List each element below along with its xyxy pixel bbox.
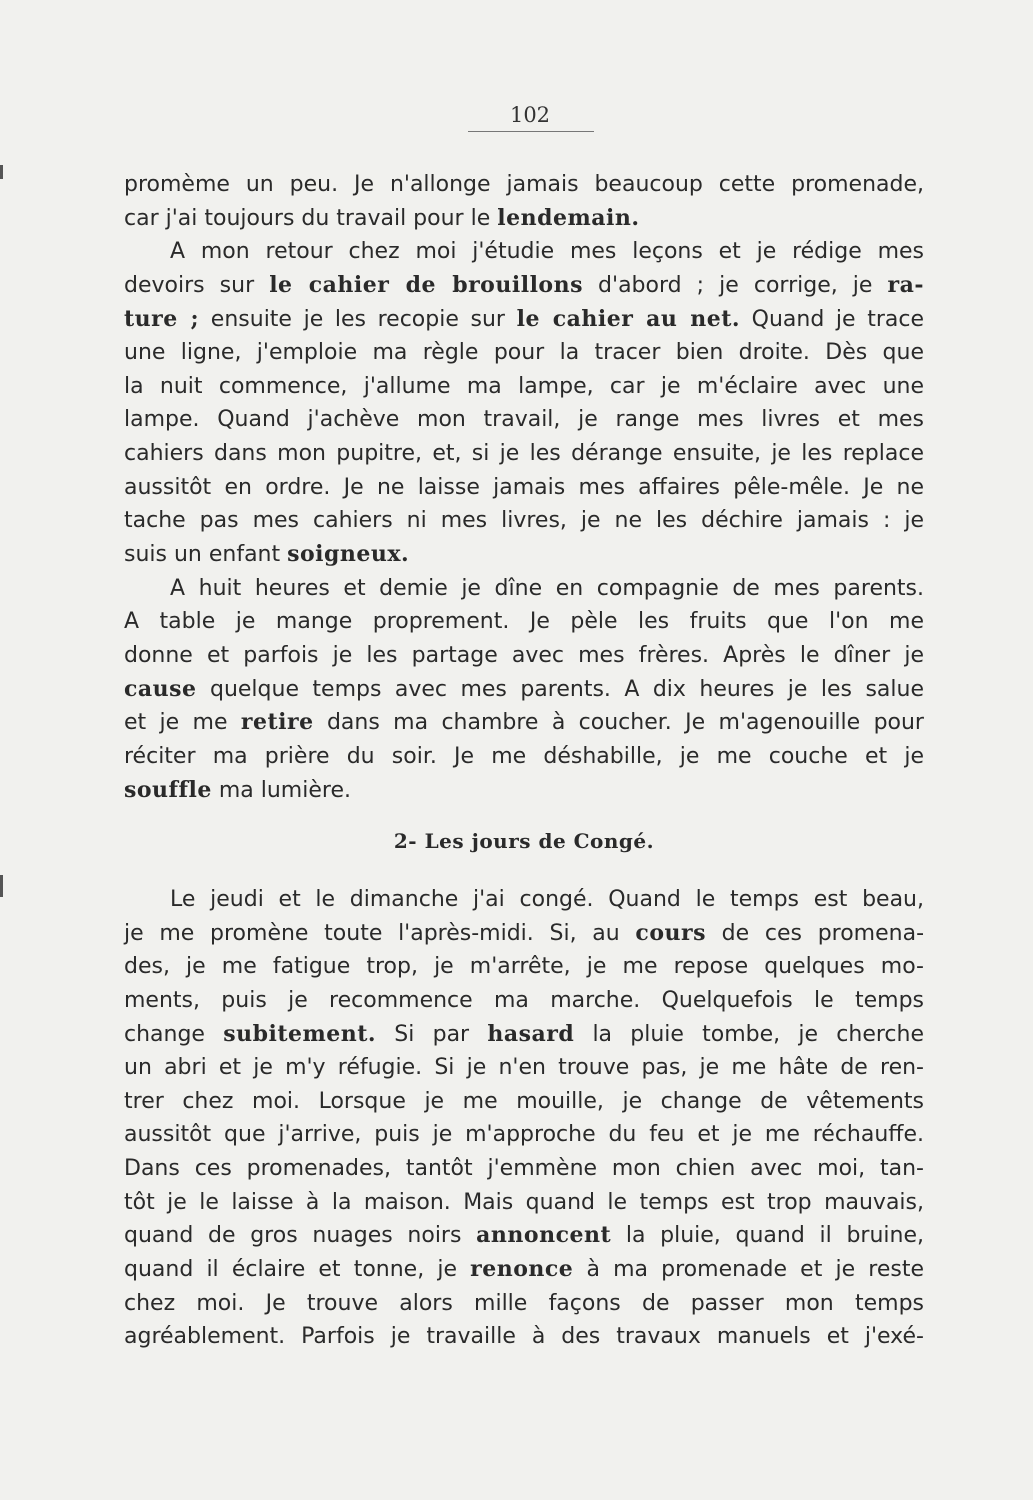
text-line — [124, 673, 924, 707]
text-run: une ligne, j'emploie ma règle pour la tracer bien droite. Dès que — [124, 340, 924, 366]
text-run: tôt je le laisse à la maison. Mais quand le temps est trop mauvais, — [124, 1189, 924, 1215]
text-line — [124, 984, 924, 1018]
bold-term: lendemain. — [497, 204, 640, 231]
text-run: la pluie, quand il bruine, — [611, 1223, 924, 1249]
text-line — [124, 1018, 924, 1052]
text-line — [124, 883, 924, 917]
text-line — [124, 370, 924, 404]
text-run: quand de gros nuages noirs — [124, 1223, 477, 1249]
text-line — [124, 437, 924, 471]
text-line — [124, 774, 924, 808]
text-run: la nuit commence, j'allume ma lampe, car je m'éclaire avec une — [124, 373, 924, 399]
text-run: Le jeudi et le dimanche j'ai congé. Quand le temps est beau, — [170, 887, 924, 912]
bold-term: ra- — [887, 271, 924, 298]
bold-term: subitement. — [223, 1020, 377, 1047]
text-run: A table je mange proprement. Je pèle les fruits que l'on me — [124, 609, 924, 635]
text-line — [124, 1253, 924, 1287]
text-run: A huit heures et demie je dîne en compagnie de mes parents. — [170, 575, 924, 601]
bold-term: ture ; — [124, 305, 200, 332]
text-line — [124, 1219, 924, 1253]
bold-term: le cahier au net. — [516, 305, 741, 332]
text-line — [124, 336, 924, 370]
text-run: lampe. Quand j'achève mon travail, je range mes livres et mes — [124, 407, 924, 433]
text-line — [124, 202, 924, 236]
text-line — [124, 917, 924, 951]
text-run: car j'ai toujours du travail pour le — [124, 205, 498, 231]
text-block-evening — [124, 168, 924, 807]
text-line — [124, 269, 924, 303]
text-run: la pluie tombe, je cherche — [574, 1021, 924, 1047]
text-run: Quand je trace — [740, 306, 924, 332]
text-line — [124, 1051, 924, 1085]
text-run: change — [124, 1021, 224, 1047]
text-run: ma lumière. — [211, 777, 351, 803]
text-run: suis un enfant — [124, 542, 288, 568]
text-line — [124, 605, 924, 639]
text-run: d'abord ; je corrige, je — [582, 272, 888, 298]
text-run: aussitôt en ordre. Je ne laisse jamais mes affaires pêle-mêle. Je ne — [124, 474, 924, 500]
bold-term: retire — [240, 709, 314, 736]
text-run: A mon retour chez moi j'étudie mes leçons et je rédige mes — [170, 239, 924, 265]
bold-term: cours — [635, 919, 706, 946]
text-run: devoirs sur — [124, 272, 270, 298]
text-run: et je me — [124, 710, 241, 736]
text-run: tache pas mes cahiers ni mes livres, je ne les déchire jamais : je — [124, 508, 924, 534]
text-line — [124, 1118, 924, 1152]
text-run: réciter ma prière du soir. Je me déshabille, je me couche et je — [124, 743, 924, 769]
text-run: un abri et je m'y réfugie. Si je n'en trouve pas, je me hâte de ren- — [124, 1055, 924, 1081]
text-run: Dans ces promenades, tantôt j'emmène mon chien avec moi, tan- — [124, 1156, 924, 1182]
text-run: je me promène toute l'après-midi. Si, au — [124, 920, 636, 946]
bold-term: souffle — [124, 776, 212, 803]
text-run: de ces promena- — [705, 920, 925, 946]
text-line — [124, 572, 924, 606]
text-line — [124, 1287, 924, 1321]
text-line — [124, 740, 924, 774]
text-run: agréablement. Parfois je travaille à des travaux manuels et j'exé- — [124, 1324, 924, 1350]
text-run: trer chez moi. Lorsque je me mouille, je change de vêtements — [124, 1088, 924, 1114]
text-line — [124, 403, 924, 437]
text-run: Si par — [376, 1021, 488, 1047]
text-run: quand il éclaire et tonne, je — [124, 1257, 471, 1283]
text-line — [124, 1152, 924, 1186]
scan-edge-mark — [0, 875, 3, 897]
text-line — [124, 950, 924, 984]
text-run: aussitôt que j'arrive, puis je m'approche du feu et je me réchauffe. — [124, 1122, 924, 1148]
page-number: 102 — [509, 103, 551, 127]
text-run: quelque temps avec mes parents. A dix heures je les salue — [196, 676, 924, 702]
bold-term: hasard — [487, 1020, 575, 1047]
text-line — [124, 1085, 924, 1119]
text-line — [124, 1320, 924, 1354]
scan-edge-mark — [0, 165, 3, 179]
section-heading: 2- Les jours de Congé. — [393, 829, 655, 853]
text-line — [124, 1186, 924, 1220]
text-run: chez moi. Je trouve alors mille façons de passer mon temps — [124, 1290, 924, 1316]
text-run: ments, puis je recommence ma marche. Quelquefois le temps — [124, 987, 924, 1013]
text-run: cahiers dans mon pupitre, et, si je les dérange ensuite, je les replace — [124, 441, 924, 467]
text-line — [124, 303, 924, 337]
text-run: donne et parfois je les partage avec mes frères. Après le dîner je — [124, 642, 924, 668]
text-line — [124, 504, 924, 538]
bold-term: cause — [124, 675, 197, 702]
text-line — [124, 168, 924, 202]
bold-term: soigneux. — [287, 541, 410, 568]
text-line — [124, 639, 924, 673]
text-line — [124, 471, 924, 505]
text-run: à ma promenade et je reste — [573, 1257, 924, 1283]
text-block-holidays — [124, 883, 924, 1354]
text-run: des, je me fatigue trop, je m'arrête, je me repose quelques mo- — [124, 954, 924, 980]
text-run: promème un peu. Je n'allonge jamais beaucoup cette promenade, — [124, 172, 924, 197]
bold-term: annoncent — [476, 1222, 612, 1249]
text-line — [124, 538, 924, 572]
text-run: ensuite je les recopie sur — [199, 306, 517, 332]
bold-term: renonce — [470, 1256, 574, 1283]
page-number-rule — [468, 131, 594, 132]
text-run: dans ma chambre à coucher. Je m'agenouille pour — [313, 710, 924, 736]
text-line — [124, 706, 924, 740]
bold-term: le cahier de brouillons — [269, 271, 583, 298]
text-line — [124, 235, 924, 269]
